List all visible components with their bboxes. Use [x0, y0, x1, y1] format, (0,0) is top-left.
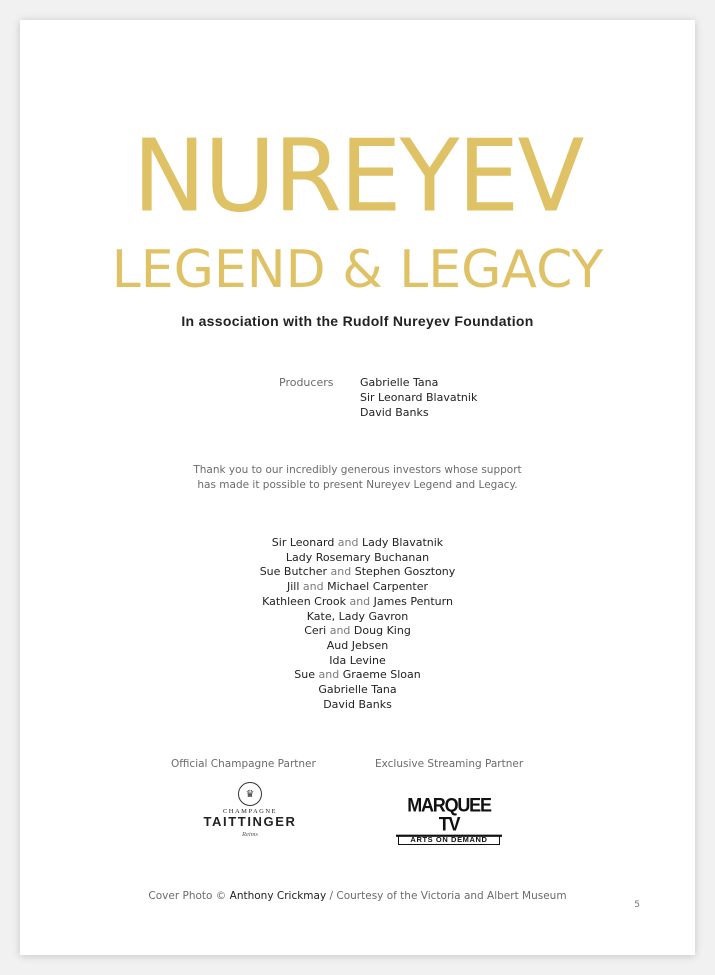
investor-line: [20, 610, 695, 625]
taittinger-reims-text: Reims: [242, 831, 258, 838]
producer-name: Sir Leonard Blavatnik: [360, 391, 478, 404]
investor-line: [20, 639, 695, 654]
marquee-tv-wordmark: MARQUEE TV: [396, 796, 502, 837]
investor-line: [20, 551, 695, 566]
investor-line: [20, 536, 695, 551]
investor-name: Graeme Sloan: [342, 668, 421, 682]
investor-line: [20, 698, 695, 713]
taittinger-champagne-text: CHAMPAGNE: [222, 808, 278, 815]
investor-name: Jill: [286, 580, 300, 594]
document-page: [20, 20, 695, 955]
investor-conjunction: and: [315, 668, 343, 682]
association-line: In association with the Rudolf Nureyev Foundation: [181, 313, 534, 329]
champagne-partner-label: Official Champagne Partner: [171, 758, 316, 770]
investors-list: [20, 536, 695, 712]
credit-suffix: / Courtesy of the Victoria and Albert Museum: [326, 890, 567, 902]
investor-name: Gabrielle Tana: [318, 683, 397, 697]
investor-line: [20, 565, 695, 580]
investor-name: Michael Carpenter: [327, 580, 429, 594]
streaming-partner-label: Exclusive Streaming Partner: [375, 758, 524, 770]
credit-photographer: Anthony Crickmay: [229, 890, 327, 902]
page-subtitle: LEGEND & LEGACY: [111, 240, 604, 300]
marquee-tv-logo: [396, 793, 502, 845]
page-title: NUREYEV: [132, 118, 583, 236]
producers-block: [279, 375, 477, 420]
investor-conjunction: and: [345, 594, 374, 608]
photo-credit: [20, 890, 695, 902]
investor-name: Sir Leonard: [271, 536, 335, 549]
taittinger-logo: [198, 782, 302, 838]
investor-name: James Penturn: [373, 594, 453, 608]
producer-name: David Banks: [360, 406, 429, 419]
producers-names: [360, 375, 477, 420]
investor-name: Sue Butcher: [259, 565, 328, 579]
producers-label: Producers: [279, 376, 334, 389]
marquee-tv-tagline: ARTS ON DEMAND: [398, 835, 500, 845]
producer-name: Gabrielle Tana: [360, 376, 439, 389]
thanks-line: has made it possible to present Nureyev Legend and Legacy.: [197, 479, 518, 491]
investor-name: Aud Jebsen: [326, 638, 389, 652]
investor-line: [20, 595, 695, 610]
investor-name: Doug King: [353, 624, 411, 638]
investor-line: [20, 668, 695, 683]
credit-prefix: Cover Photo ©: [148, 890, 230, 902]
page-number: 5: [634, 900, 640, 910]
investor-conjunction: and: [334, 536, 363, 549]
taittinger-wordmark: TAITTINGER: [203, 814, 297, 829]
thanks-line: Thank you to our incredibly generous investors whose support: [193, 464, 522, 476]
investor-line: [20, 654, 695, 669]
investor-line: [20, 683, 695, 698]
investor-conjunction: and: [327, 565, 355, 579]
crest-icon: ♛: [238, 782, 262, 806]
investor-line: [20, 624, 695, 639]
investor-name: Lady Blavatnik: [362, 536, 444, 549]
investor-line: [20, 580, 695, 595]
investor-name: Stephen Gosztony: [354, 565, 456, 579]
investor-name: Kathleen Crook: [262, 594, 346, 608]
investor-name: Sue: [294, 668, 315, 682]
investor-name: Kate, Lady Gavron: [306, 609, 409, 623]
investor-name: Ida Levine: [329, 653, 386, 667]
investor-conjunction: and: [299, 580, 328, 594]
investor-name: Lady Rosemary Buchanan: [285, 550, 430, 564]
thanks-paragraph: [20, 463, 695, 493]
investor-name: Ceri: [304, 624, 327, 638]
investor-conjunction: and: [326, 624, 354, 638]
investor-name: David Banks: [323, 697, 392, 711]
